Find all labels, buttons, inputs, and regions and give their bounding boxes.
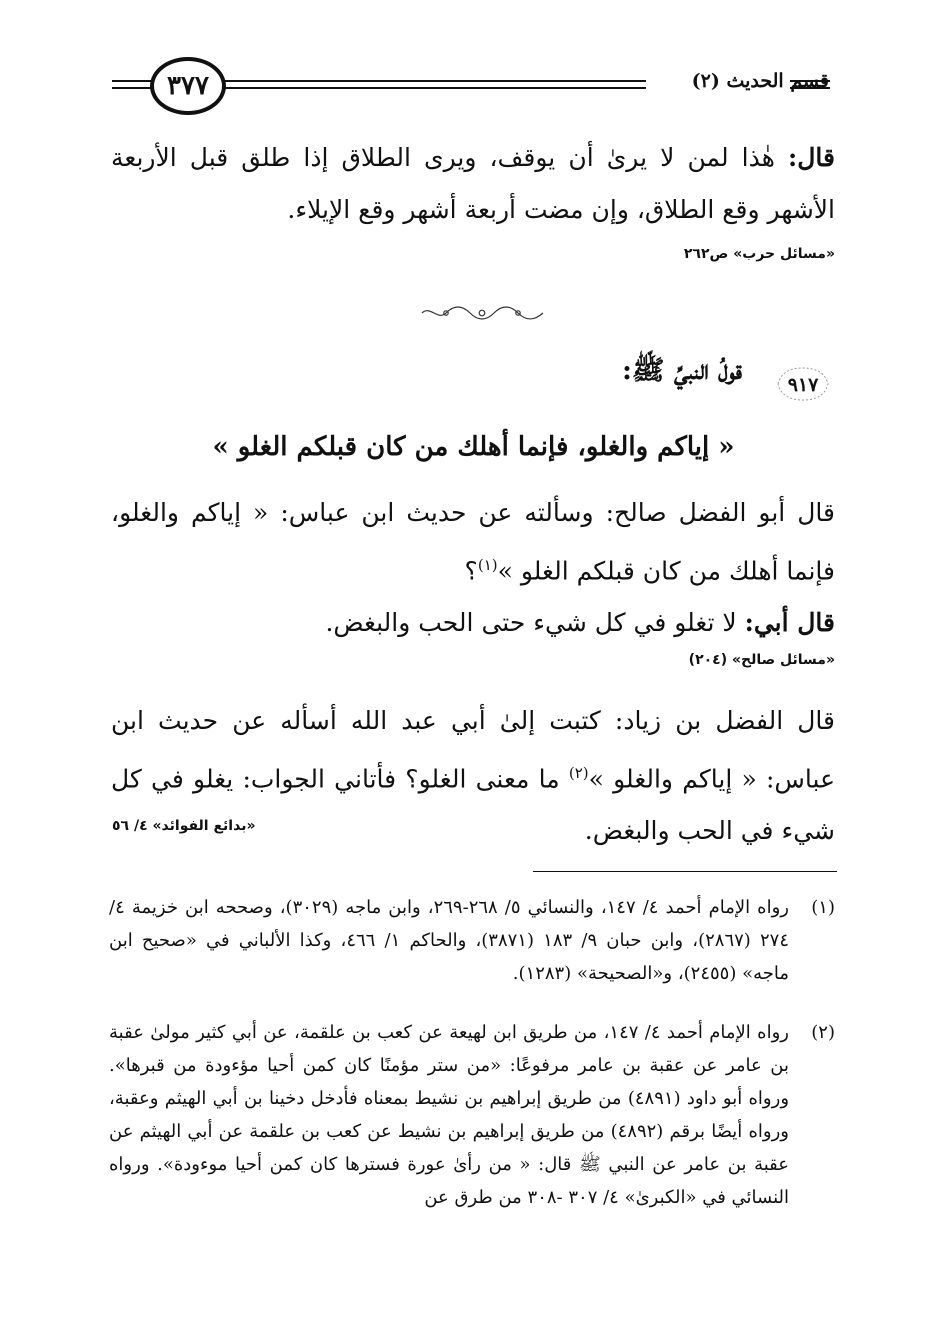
- hadith-text: « إياكم والغلو، فإنما أهلك من كان قبلكم الغلو »: [212, 432, 735, 462]
- footnote-ref[interactable]: (١): [477, 556, 498, 574]
- footnote-1: [109, 891, 835, 990]
- source-citation: «مسائل صالح» (٢٠٤): [688, 652, 835, 668]
- source-citation: «مسائل حرب» ص٢٦٢: [683, 246, 835, 262]
- footnote-number: (١): [811, 897, 835, 918]
- paragraph-text: لا تغلو في كل شيء حتى الحب والبغض.: [325, 608, 745, 637]
- paragraph-2: [111, 487, 835, 597]
- paragraph-1: [111, 132, 835, 236]
- paragraph-text: هٰذا لمن لا يرىٰ أن يوقف، ويرى الطلاق إذا طلق قبل الأربعة الأشهر وقع الطلاق، وإن مضت أربعة أشهر وقع الإيلاء.: [111, 143, 835, 224]
- footnote-text: رواه الإمام أحمد ٤/ ١٤٧، والنسائي ٥/ ٢٦٨-٢٦٩، وابن ماجه (٣٠٢٩)، وصححه ابن خزيمة ٤/ ٢٧٤ (٢٨٦٧)، وابن حبان ٩/ ١٨٣ (٣٨٧١)، والحاكم ١/ ٤٦٦، وكذا الألباني في «صحيح ابن ماجه» (٢٤٥٥)، و«الصحيحة» (١٢٨٣).: [109, 897, 790, 984]
- footnote-number: (٢): [811, 1022, 835, 1043]
- footnote-ref[interactable]: (٢): [568, 764, 589, 782]
- paragraph-text: قال أبو الفضل صالح: وسألته عن حديث ابن عباس: « إياكم والغلو، فإنما أهلك من كان قبلكم الغلو »: [111, 498, 835, 586]
- paragraph-3: [111, 597, 835, 649]
- entry-number-badge: [772, 364, 834, 404]
- footnote-separator: [533, 871, 837, 872]
- punctuation: ؟: [464, 556, 478, 586]
- paragraph-text: ما معنى الغلو؟ فأتاني الجواب: يغلو في كل شيء في الحب والبغض.: [111, 764, 835, 846]
- speaker-label: قال:: [788, 143, 835, 172]
- entry-number: ٩١٧: [787, 374, 819, 396]
- entry-heading: قولُ النبيِّ ﷺ:: [621, 355, 742, 386]
- ornament-divider-icon: [420, 303, 545, 323]
- running-title: قسم الحديث (٢): [691, 70, 829, 92]
- footnote-2: [109, 1016, 835, 1214]
- header-rule: [218, 80, 646, 89]
- footnote-text: رواه الإمام أحمد ٤/ ١٤٧، من طريق ابن لهيعة عن كعب بن علقمة، عن أبي كثير مولىٰ عقبة بن عامر عن عقبة بن عامر مرفوعًا: «من ستر مؤمنًا كان كمن أحيا مؤءودة من قبرها». ورواه أبو داود (٤٨٩١) من طريق إبراهيم بن نشيط بمعناه فأدخل دخينا بن أبي الهيثم وعقبة، ورواه أيضًا برقم (٤٨٩٢) من طريق إبراهيم بن نشيط عن كعب بن علقمة عن أبي الهيثم عن عقبة بن عامر عن النبي ﷺ قال: « من رأىٰ عورة فسترها كان كمن أحيا موءودة». ورواه النسائي في «الكبرىٰ» ٤/ ٣٠٧ -٣٠٨ من طرق عن: [109, 1022, 790, 1208]
- paragraph-text: قال الفضل بن زياد: كتبت إلىٰ أبي عبد الله أسأله عن حديث ابن عباس: « إياكم والغلو »: [111, 706, 835, 794]
- page-number: ٣٧٧: [150, 57, 226, 115]
- source-citation: «بدائع الفوائد» ٤/ ٥٦: [112, 818, 256, 834]
- speaker-label: قال أبي:: [744, 608, 835, 637]
